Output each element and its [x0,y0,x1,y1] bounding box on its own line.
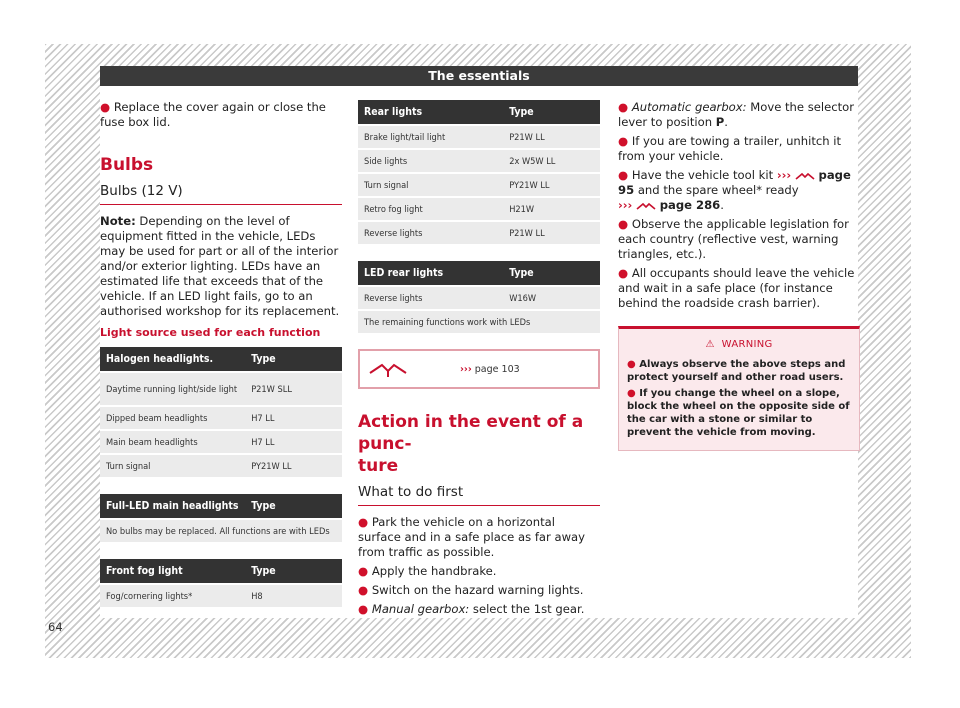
table-header: Full-LED main headlights [100,494,245,518]
list-item: ● Observe the applicable legislation for each country (reflective vest, warning triangles, etc.). [618,217,849,261]
led-rear-lights-table [358,259,600,335]
warning-item: ● Always observe the above steps and protect yourself and other road users. [627,359,846,383]
section-title-bulbs: Bulbs [100,155,154,175]
subsection-title-bulbs: Bulbs (12 V) [100,182,342,205]
bullet-icon: ● [358,583,369,597]
rear-lights-table [358,98,600,246]
list-item: ● Automatic gearbox: Move the selector lever to position P. [618,100,855,129]
table-header: Type [245,559,342,583]
column-1 [100,100,342,622]
table-header: Type [245,347,342,371]
page-reference-link[interactable]: ››› page 103 [460,364,520,375]
list-item: ● All occupants should leave the vehicle and wait in a safe place (for instance behind the roadside crash barrier). [618,266,855,310]
table-row: Main beam headlights H7 LL [100,431,342,453]
list-item: ● Switch on the hazard warning lights. [358,583,584,597]
chapter-header: The essentials [100,66,858,86]
bullet-icon: ● [358,602,369,616]
table-header: Rear lights [358,100,503,124]
bullet-icon: ● [618,100,629,114]
list-item: ● Apply the handbrake. [358,564,497,578]
column-2 [358,98,600,621]
list-item: ● If you are towing a trailer, unhitch it from your vehicle. [618,134,842,163]
warning-item: ● If you change the wheel on a slope, block the wheel on the opposite side of the car with a stone or similar to prevent the vehicle from moving. [627,388,850,438]
page-reference-link[interactable]: page 95 [618,168,851,197]
book-reference-icon [636,200,656,212]
bullet-replace-cover: ● Replace the cover again or close the fuse box lid. [100,100,326,129]
list-item: ● Park the vehicle on a horizontal surface and in a safe place as far away from traffic as possible. [358,515,586,559]
table-row: Retro fog light H21W [358,198,600,220]
front-fog-table [100,557,342,609]
book-reference-icon [368,359,408,379]
led-note: Note: Depending on the level of equipment fitted in the vehicle, LEDs may be used for part or all of the interior and/or exterior lighting. LEDs have an estimated life that exceeds that of the vehicle. If an LED light fails, go to an authorised workshop for its replacement. [100,214,340,318]
page-reference-box[interactable] [358,349,600,389]
book-reference-icon [795,170,815,182]
subsection-title-first-steps: What to do first [358,483,600,506]
warning-triangle-icon: ⚠ [705,339,715,350]
table-row: Turn signal PY21W LL [358,174,600,196]
bullet-icon: ● [358,515,369,529]
full-led-table [100,492,342,544]
warning-title: ⚠ WARNING [705,339,773,350]
column-3 [618,100,860,451]
section-title-puncture: Action in the event of a punc- ture [358,412,584,476]
table-row: Side lights 2x W5W LL [358,150,600,172]
table-row: Fog/cornering lights* H8 [100,585,342,607]
bullet-icon: ● [618,168,629,182]
table-header: LED rear lights [358,261,503,285]
warning-box [618,326,860,451]
table-row: Reverse lights P21W LL [358,222,600,244]
table-row: Brake light/tail light P21W LL [358,126,600,148]
table-header: Front fog light [100,559,245,583]
list-item: ● Have the vehicle tool kit ››› page 95 and the spare wheel* ready ››› page 286. [618,168,851,212]
halogen-table [100,345,342,479]
bullet-icon: ● [358,564,369,578]
table-row: No bulbs may be replaced. All functions are with LEDs [100,520,342,542]
table-header: Type [503,261,600,285]
bullet-icon: ● [618,217,629,231]
table-row: The remaining functions work with LEDs [358,311,600,333]
bullet-icon: ● [100,100,111,114]
page-number: 64 [48,620,63,634]
table-row: Dipped beam headlights H7 LL [100,407,342,429]
table-row: Turn signal PY21W LL [100,455,342,477]
bullet-icon: ● [618,134,629,148]
table-row: Daytime running light/side light P21W SLL [100,373,342,405]
table-caption: Light source used for each function [100,326,321,339]
bullet-icon: ● [618,266,629,280]
page-reference-link[interactable]: page 286 [659,198,721,212]
table-row: Reverse lights W16W [358,287,600,309]
table-header: Type [245,494,342,518]
table-header: Halogen headlights. [100,347,245,371]
list-item: ● Manual gearbox: select the 1st gear. [358,602,585,616]
table-header: Type [503,100,600,124]
